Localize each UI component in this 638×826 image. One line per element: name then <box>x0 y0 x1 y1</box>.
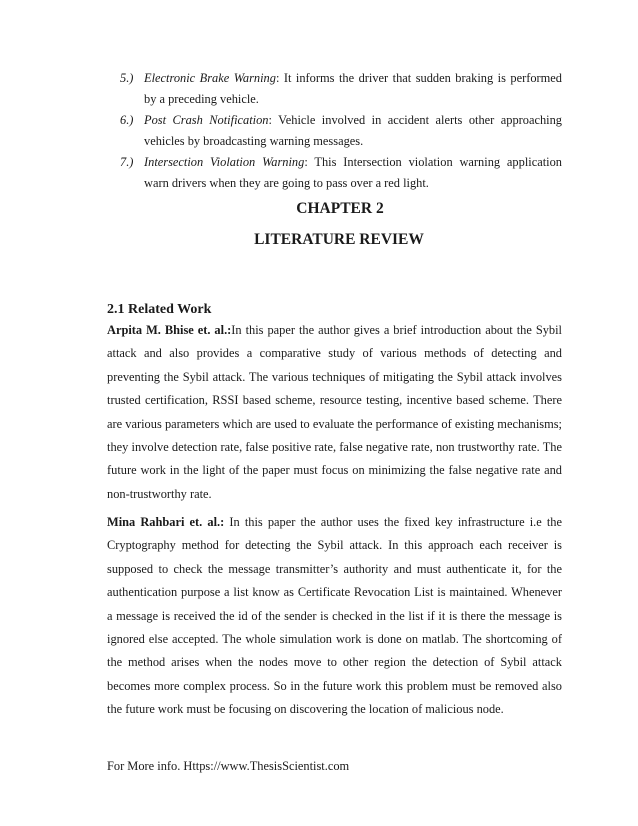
page-footer: For More info. Https://www.ThesisScientist.com <box>107 759 350 773</box>
paragraph-text: In this paper the author uses the fixed key infrastructure i.e the Cryptography method for detecting the Sybil attack. In this approach each receiver is supposed to check the message transmitter’s authority and must authenticate it, for the authentication purpose a list know as Certificate Revocation List is maintained. Whenever a message is received the id of the sender is checked in the list if it is there the message is ignored else accepted. The whole simulation work is done on matlab. The shortcoming of the method arises when the nodes move to other region the detection of Sybil attack becomes more complex process. So in the future work this problem must be removed also the future work must be focusing on discovering the location of malicious node. <box>107 515 562 717</box>
section-heading: 2.1 Related Work <box>107 302 212 317</box>
chapter-number: CHAPTER 2 <box>296 200 384 217</box>
numbered-list <box>120 68 562 194</box>
list-term: Post Crash Notification <box>144 113 269 127</box>
paragraph <box>107 319 562 506</box>
list-text: : Vehicle involved in accident alerts other approaching vehicles by broadcasting warning messages. <box>144 113 562 148</box>
list-text: : This Intersection violation warning application warn drivers when they are going to pass over a red light. <box>144 155 562 190</box>
list-item <box>120 68 562 110</box>
list-number: 6.) <box>120 113 134 127</box>
paragraph-author: Arpita M. Bhise et. al.: <box>107 323 232 337</box>
paragraph-author: Mina Rahbari et. al.: <box>107 515 225 529</box>
chapter-title: LITERATURE REVIEW <box>254 231 424 248</box>
list-term: Electronic Brake Warning <box>144 71 276 85</box>
list-text: : It informs the driver that sudden braking is performed by a preceding vehicle. <box>144 71 562 106</box>
list-term: Intersection Violation Warning <box>144 155 305 169</box>
paragraph <box>107 511 562 722</box>
list-item <box>120 152 562 194</box>
list-number: 7.) <box>120 155 134 169</box>
paragraph-text: In this paper the author gives a brief introduction about the Sybil attack and also provides a comparative study of various methods of detecting and preventing the Sybil attack. The various techniques of mitigating the Sybil attack involves trusted certification, RSSI based scheme, resource testing, incentive based scheme. There are various parameters which are used to evaluate the performance of existing mechanisms; they involve detection rate, false positive rate, false negative rate, non trustworthy rate. The future work in the light of the paper must focus on minimizing the false negative rate and non-trustworthy rate. <box>107 323 562 501</box>
list-item <box>120 110 562 152</box>
list-number: 5.) <box>120 71 134 85</box>
